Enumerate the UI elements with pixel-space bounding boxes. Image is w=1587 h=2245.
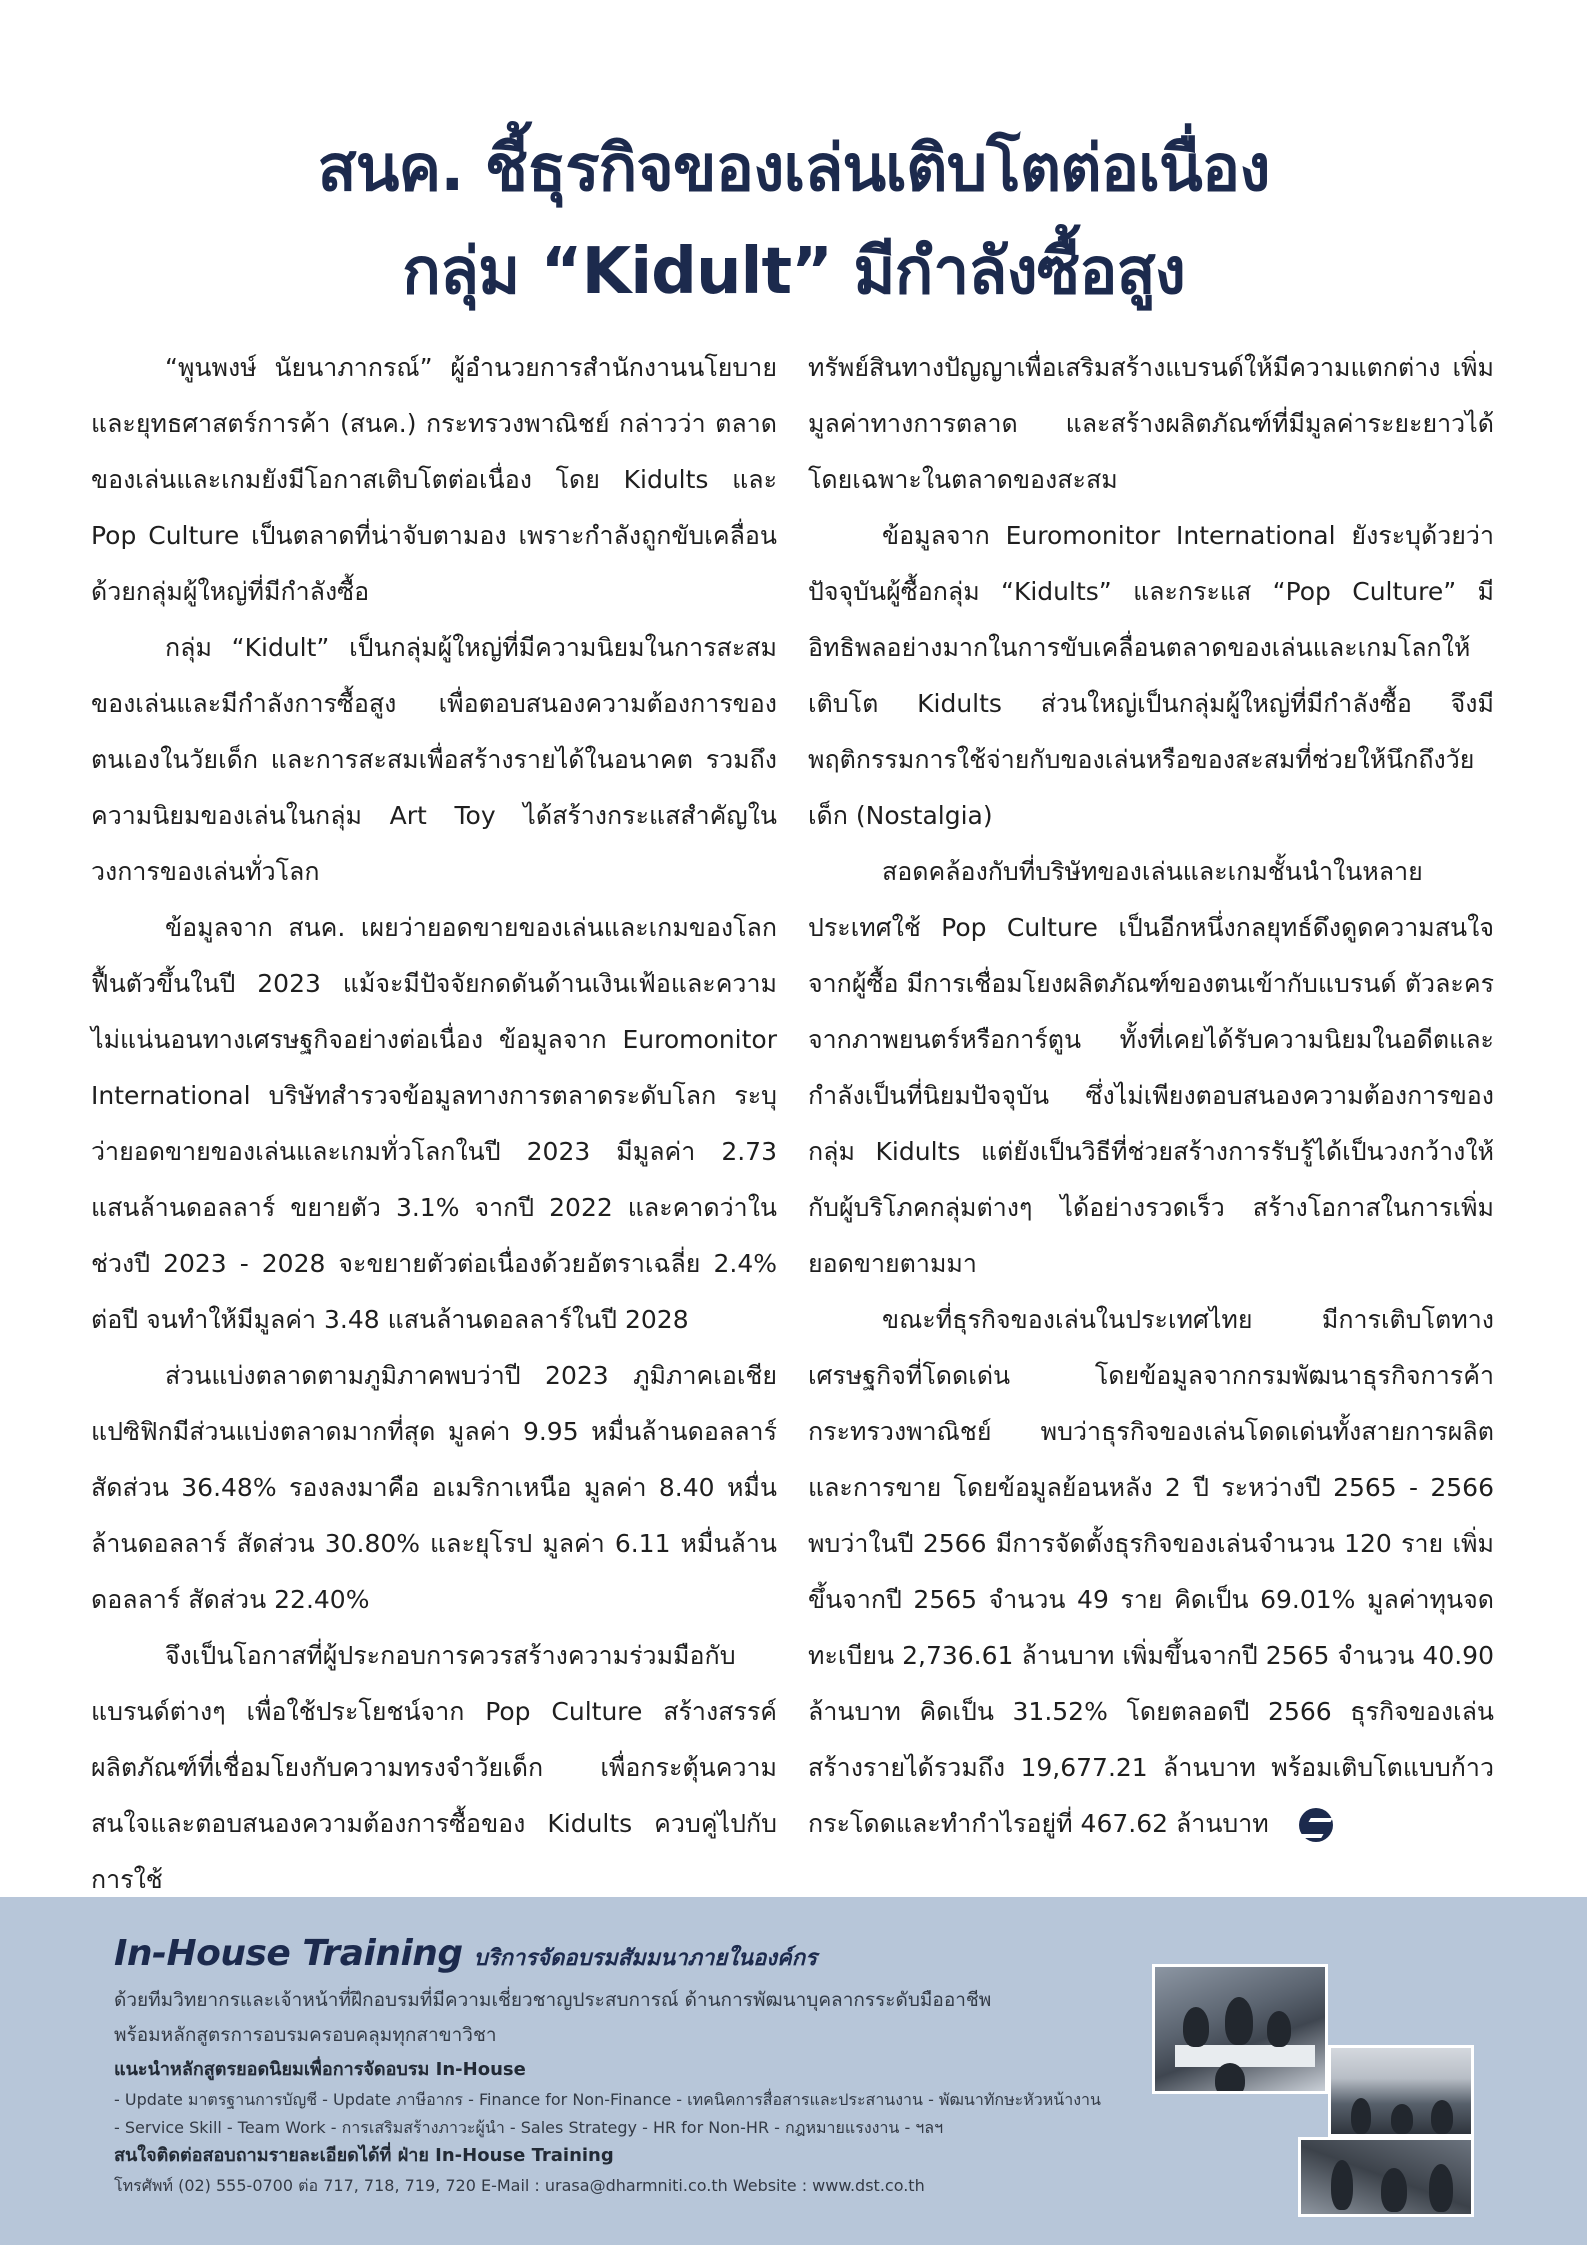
title-line-2: กลุ่ม “Kidult” มีกำลังซื้อสูง	[402, 235, 1185, 309]
paragraph-text: ขณะที่ธุรกิจของเล่นในประเทศไทย มีการเติบโตทางเศรษฐกิจที่โดดเด่น โดยข้อมูลจากกรมพัฒนาธุรกิจการค้า กระทรวงพาณิชย์ พบว่าธุรกิจของเล่นโดดเด่นทั้งสายการผลิตและการขาย โดยข้อมูลย้อนหลัง 2 ปี ระหว่างปี 2565 - 2566 พบว่าในปี 2566 มีการจัดตั้งธุรกิจของเล่นจำนวน 120 ราย เพิ่มขึ้นจากปี 2565 จำนวน 49 ราย คิดเป็น 69.01% มูลค่าทุนจดทะเบียน 2,736.61 ล้านบาท เพิ่มขึ้นจากปี 2565 จำนวน 40.90 ล้านบาท คิดเป็น 31.52% โดยตลอดปี 2566 ธุรกิจของเล่นสร้างรายได้รวมถึง 19,677.21 ล้านบาท พร้อมเติบโตแบบก้าวกระโดดและทำกำไรอยู่ที่ 467.62 ล้านบาท	[808, 1305, 1494, 1838]
training-photo-3	[1298, 2137, 1474, 2217]
paragraph: ข้อมูลจาก Euromonitor International ยังระบุด้วยว่า ปัจจุบันผู้ซื้อกลุ่ม “Kidults” และกระแส “Pop Culture” มีอิทธิพลอย่างมากในการขับเคลื่อนตลาดของเล่นและเกมโลกให้เติบโต Kidults ส่วนใหญ่เป็นกลุ่มผู้ใหญ่ที่มีกำลังซื้อ จึงมีพฤติกรรมการใช้จ่ายกับของเล่นหรือของสะสมที่ช่วยให้นึกถึงวัยเด็ก (Nostalgia)	[808, 521, 1494, 830]
left-column	[91, 340, 777, 1908]
ad-courses-line-1: - Update มาตรฐานการบัญชี - Update ภาษีอากร - Finance for Non-Finance - เทคนิคการสื่อสารและประสานงาน - พัฒนาทักษะหัวหน้างาน	[114, 2090, 1101, 2109]
ad-brand	[114, 1933, 817, 1975]
ad-description-1: ด้วยทีมวิทยากรและเจ้าหน้าที่ฝึกอบรมที่มีความเชี่ยวชาญประสบการณ์ ด้านการพัฒนาบุคลากรระดับมืออาชีพ	[114, 1989, 992, 2011]
paragraph: “พูนพงษ์ นัยนาภากรณ์” ผู้อำนวยการสำนักงานนโยบายและยุทธศาสตร์การค้า (สนค.) กระทรวงพาณิชย์ กล่าวว่า ตลาดของเล่นและเกมยังมีโอกาสเติบโตต่อเนื่อง โดย Kidults และ Pop Culture เป็นตลาดที่น่าจับตามอง เพราะกำลังถูกขับเคลื่อนด้วยกลุ่มผู้ใหญ่ที่มีกำลังซื้อ	[91, 353, 777, 606]
training-photo-2	[1328, 2045, 1474, 2137]
paragraph: สอดคล้องกับที่บริษัทของเล่นและเกมชั้นนำในหลายประเทศใช้ Pop Culture เป็นอีกหนึ่งกลยุทธ์ดึงดูดความสนใจจากผู้ซื้อ มีการเชื่อมโยงผลิตภัณฑ์ของตนเข้ากับแบรนด์ ตัวละครจากภาพยนตร์หรือการ์ตูน ทั้งที่เคยได้รับความนิยมในอดีตและกำลังเป็นที่นิยมปัจจุบัน ซึ่งไม่เพียงตอบสนองความต้องการของกลุ่ม Kidults แต่ยังเป็นวิธีที่ช่วยสร้างการรับรู้ได้เป็นวงกว้างให้กับผู้บริโภคกลุ่มต่างๆ ได้อย่างรวดเร็ว สร้างโอกาสในการเพิ่มยอดขายตามมา	[808, 857, 1494, 1278]
article-title	[0, 118, 1587, 324]
ad-description-2: พร้อมหลักสูตรการอบรมครอบคลุมทุกสาขาวิชา	[114, 2024, 497, 2046]
paragraph: ข้อมูลจาก สนค. เผยว่ายอดขายของเล่นและเกมของโลกฟื้นตัวขึ้นในปี 2023 แม้จะมีปัจจัยกดดันด้านเงินเฟ้อและความไม่แน่นอนทางเศรษฐกิจอย่างต่อเนื่อง ข้อมูลจาก Euromonitor International บริษัทสำรวจข้อมูลทางการตลาดระดับโลก ระบุว่ายอดขายของเล่นและเกมทั่วโลกในปี 2023 มีมูลค่า 2.73 แสนล้านดอลลาร์ ขยายตัว 3.1% จากปี 2022 และคาดว่าในช่วงปี 2023 - 2028 จะขยายตัวต่อเนื่องด้วยอัตราเฉลี่ย 2.4% ต่อปี จนทำให้มีมูลค่า 3.48 แสนล้านดอลลาร์ในปี 2028	[91, 913, 777, 1334]
paragraph: ส่วนแบ่งตลาดตามภูมิภาคพบว่าปี 2023 ภูมิภาคเอเชียแปซิฟิกมีส่วนแบ่งตลาดมากที่สุด มูลค่า 9.95 หมื่นล้านดอลลาร์ สัดส่วน 36.48% รองลงมาคือ อเมริกาเหนือ มูลค่า 8.40 หมื่นล้านดอลลาร์ สัดส่วน 30.80% และยุโรป มูลค่า 6.11 หมื่นล้านดอลลาร์ สัดส่วน 22.40%	[91, 1361, 777, 1614]
paragraph: กลุ่ม “Kidult” เป็นกลุ่มผู้ใหญ่ที่มีความนิยมในการสะสมของเล่นและมีกำลังการซื้อสูง เพื่อตอบสนองความต้องการของตนเองในวัยเด็ก และการสะสมเพื่อสร้างรายได้ในอนาคต รวมถึงความนิยมของเล่นในกลุ่ม Art Toy ได้สร้างกระแสสำคัญในวงการของเล่นทั่วโลก	[91, 633, 777, 886]
ad-courses-heading: แนะนำหลักสูตรยอดนิยมเพื่อการจัดอบรม In-House	[114, 2059, 526, 2080]
training-photo-1	[1152, 1964, 1328, 2094]
ad-contact-heading: สนใจติดต่อสอบถามรายละเอียดได้ที่ ฝ่าย In-House Training	[114, 2145, 614, 2166]
paragraph: จึงเป็นโอกาสที่ผู้ประกอบการควรสร้างความร่วมมือกับแบรนด์ต่างๆ เพื่อใช้ประโยชน์จาก Pop Culture สร้างสรรค์ผลิตภัณฑ์ที่เชื่อมโยงกับความทรงจำวัยเด็ก เพื่อกระตุ้นความสนใจและตอบสนองความต้องการซื้อของ Kidults ควบคู่ไปกับการใช้	[91, 1641, 777, 1894]
in-house-training-ad	[0, 1897, 1587, 2245]
ad-courses-line-2: - Service Skill - Team Work - การเสริมสร้างภาวะผู้นำ - Sales Strategy - HR for Non-HR - กฎหมายแรงงาน - ฯลฯ	[114, 2118, 944, 2137]
ad-brand-name: In-House Training	[114, 1933, 463, 1974]
paragraph: ทรัพย์สินทางปัญญาเพื่อเสริมสร้างแบรนด์ให้มีความแตกต่าง เพิ่มมูลค่าทางการตลาด และสร้างผลิตภัณฑ์ที่มีมูลค่าระยะยาวได้ โดยเฉพาะในตลาดของสะสม	[808, 353, 1494, 494]
paragraph-last	[808, 1292, 1494, 1852]
ad-brand-subtitle: บริการจัดอบรมสัมมนาภายในองค์กร	[473, 1946, 817, 1971]
dharmniti-logo-icon	[1299, 1808, 1333, 1842]
title-line-1: สนค. ชี้ธุรกิจของเล่นเติบโตต่อเนื่อง	[317, 132, 1270, 206]
right-column	[808, 340, 1494, 1852]
ad-contact-info: โทรศัพท์ (02) 555-0700 ต่อ 717, 718, 719, 720 E-Mail : urasa@dharmniti.co.th Website : www.dst.co.th	[114, 2176, 925, 2195]
